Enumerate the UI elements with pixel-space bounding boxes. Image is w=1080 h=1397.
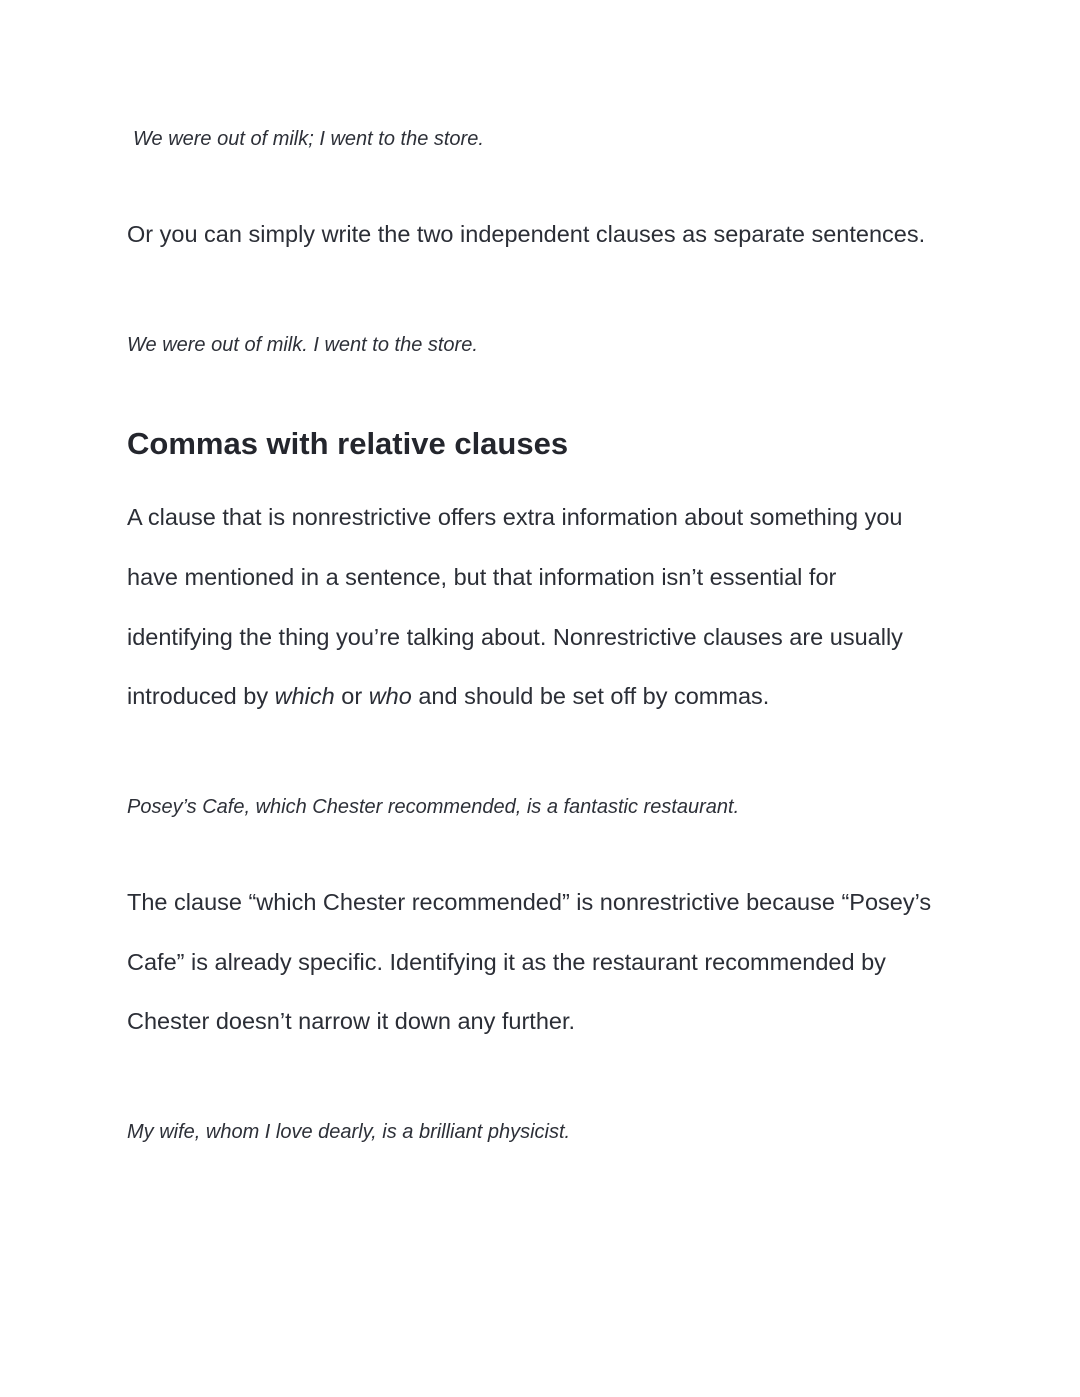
separate-sentences-intro: Or you can simply write the two independent clauses as separate sentences. [127,221,926,247]
paragraph-line: Cafe” is already specific. Identifying it as the restaurant recommended by [127,949,886,975]
text-span: and should be set off by commas. [411,683,770,709]
example-separate-sentences: We were out of milk. I went to the store. [127,334,478,356]
example-posey-cafe: Posey’s Cafe, which Chester recommended, is a fantastic restaurant. [127,796,740,818]
example-semicolon: We were out of milk; I went to the store. [133,128,484,150]
paragraph-line: have mentioned in a sentence, but that information isn’t essential for [127,564,837,590]
paragraph-line: Chester doesn’t narrow it down any further. [127,1008,576,1034]
emphasis-who: who [368,683,412,709]
emphasis-which: which [274,683,335,709]
paragraph-line: identifying the thing you’re talking about. Nonrestrictive clauses are usually [127,624,903,650]
text-span: or [334,683,369,709]
paragraph-line: The clause “which Chester recommended” is nonrestrictive because “Posey’s [127,889,932,915]
section-heading-relative-clauses: Commas with relative clauses [127,426,569,461]
text-span: introduced by [127,683,275,709]
paragraph-line [127,683,769,710]
example-wife: My wife, whom I love dearly, is a brilliant physicist. [127,1121,571,1143]
paragraph-line: A clause that is nonrestrictive offers extra information about something you [127,504,903,530]
